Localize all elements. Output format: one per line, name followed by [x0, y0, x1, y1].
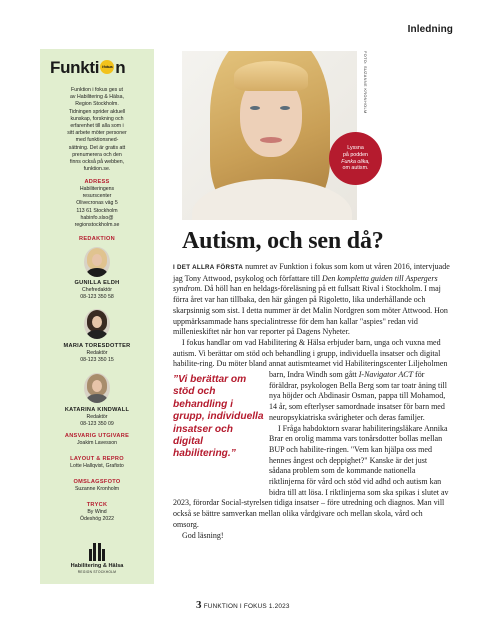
podcast-bubble: Lyssna på podden Funka olika, om autism.	[329, 132, 382, 185]
paragraph: I Fråga habdoktorn svarar habiliteringsläkare Annika Brar en orolig mamma vars tonårsdotter bollas mellan BUP och habilite-ringen. "Vem kan hjälpa oss med hennes ångest och deppighet?" Kanske är det just sådana problem som de kommande nationella riktlinjerna för vård och stöd vid adhd och autism kan bidra till att lösa. I riktlinjerna som ska spikas i slutet av 2023, förordar Social-styrelsen tidiga insatser – före utredning och diagnos. Man vill också se bättre samverkan mellan olika vårdgivare och mellan skola, vård och omsorg.	[173, 423, 449, 529]
publisher-name: Joakim Lavesson	[76, 440, 118, 446]
logo-badge: i fokus	[100, 60, 114, 74]
page-number: 3	[196, 599, 202, 611]
cover-photo-credit: Suzanne Kronholm	[74, 486, 120, 492]
pull-quote: ”Vi berättar om stöd och behandling i grupp, individuella insatser och digital habilitering.”	[173, 374, 264, 460]
magazine-logo: Funkti i fokus n	[50, 58, 126, 77]
staff-name: KATARINA KINDWALL	[64, 407, 130, 413]
layout-credit: Lotte Hallqvist, Grafisto	[70, 463, 124, 469]
print-heading: TRYCK	[86, 502, 108, 508]
print-credit: By Wind Ödeshög 2022	[79, 509, 115, 523]
signoff: God läsning!	[182, 530, 224, 540]
staff-photo	[84, 309, 110, 339]
habilitering-logo-icon	[86, 543, 108, 561]
paragraph: I fokus handlar om vad Habilitering & Hälsa erbjuder barn, unga och vuxna med autism. Vi berättar om stöd och behandling i grupp, individuella insatser och digital habilite-ring. Du möter bland annat autismteamet vid Habiliteringscenter Liljeholmen barn, Indra Windh som gått I-Navigator ACT för föräldrar, psykologen Bella Berg som tar toatr äning till nya höjder och Abdinasir Osman, pappa till Mohamod, 14 år, som efterlyser samordnade insatser för barn med neuropsykiatriska svårigheter och deras familjer.	[173, 337, 448, 422]
staff-photo	[84, 247, 110, 277]
editorial-heading: REDAKTION	[79, 236, 115, 242]
layout-heading: LAYOUT & REPRO	[70, 456, 124, 462]
staff-phone: 08-123 350 58	[80, 294, 114, 300]
address-block: Habiliteringens resurscenter Olivecronas väg 5 113 61 Stockholm habinfo.slso@ regionstockholm.se	[74, 186, 120, 229]
cover-photo-heading: OMSLAGSFOTO	[73, 479, 121, 485]
article-photo	[182, 51, 357, 220]
article-title: Autism, och sen då?	[182, 228, 384, 254]
section-label: Inledning	[407, 24, 453, 35]
staff-role: Redaktör	[86, 414, 108, 420]
staff-role: Chefredaktör	[82, 287, 112, 293]
staff-phone: 08-123 350 15	[80, 357, 114, 363]
masthead-sidebar: Funkti i fokus n Funktion i fokus ges ut av Habilitering & Hälsa, Region Stockholm. Tidningen sprider aktuell kunskap, forskning och erfarenhet till alla som i sitt arbete möter personer med funktionsned- sättning. Det är gratis att prenumerera och den finns också på webben, funktion.se. ADRESS Habiliteringens resurscenter Olivecronas väg 5 113 61 Stockholm habinfo.slso@ regionstockholm.se REDAKTION GUNILLA ELDH Chefredaktör 08-123 350 58 MARIA TORESDOTTER Redaktör 08-123 350 15 KATARINA KINDWALL Redaktör 08-123 350 09 ANSVARIG UTGIVARE Joakim Lavesson LAYOUT & REPRO Lotte Hallqvist, Grafisto OMSLAGSFOTO Suzanne Kronholm TRYCK By Wind Ödeshög 2022 Habilitering & Hälsa REGION STOCKHOLM	[40, 49, 154, 584]
staff-phone: 08-123 350 09	[80, 421, 114, 427]
staff-name: MARIA TORESDOTTER	[63, 343, 131, 349]
staff-photo	[84, 373, 110, 403]
publisher-heading: ANSVARIG UTGIVARE	[64, 433, 130, 439]
staff-role: Redaktör	[86, 350, 108, 356]
address-heading: ADRESS	[84, 179, 110, 185]
photo-credit: FOTO: SUZANNE KRONHOLM	[363, 51, 367, 114]
page-footer: 3 FUNKTION I FOKUS 1.2023	[196, 599, 290, 611]
paragraph: I DET ALLRA FÖRSTA numret av Funktion i fokus som kom ut våren 2016, intervjuade jag Tony Attwood, psykolog och författare till Den kompletta guiden till Aspergers syndrom. Då höll han en heldags-föreläsning på ett fullsatt Rival i Stockholm. I maj förra året var han tillbaka, den här gången på Rigoletto, lika underhållande och skarpsinnig som sist. I detta nummer är det Malin Nordgren som möter Attwood. Hon uppmärksammade hans specialintresse för dem han kallar "aspies" redan vid millenieskiftet när hon var reporter på Dagens Nyheter.	[173, 262, 450, 337]
staff-name: GUNILLA ELDH	[74, 280, 120, 286]
masthead-intro: Funktion i fokus ges ut av Habilitering & Hälsa, Region Stockholm. Tidningen sprider aktuell kunskap, forskning och erfarenhet till alla som i sitt arbete möter personer med funktionsned- sättning. Det är gratis att prenumerera och den finns också på webben, funktion.se.	[67, 87, 127, 173]
